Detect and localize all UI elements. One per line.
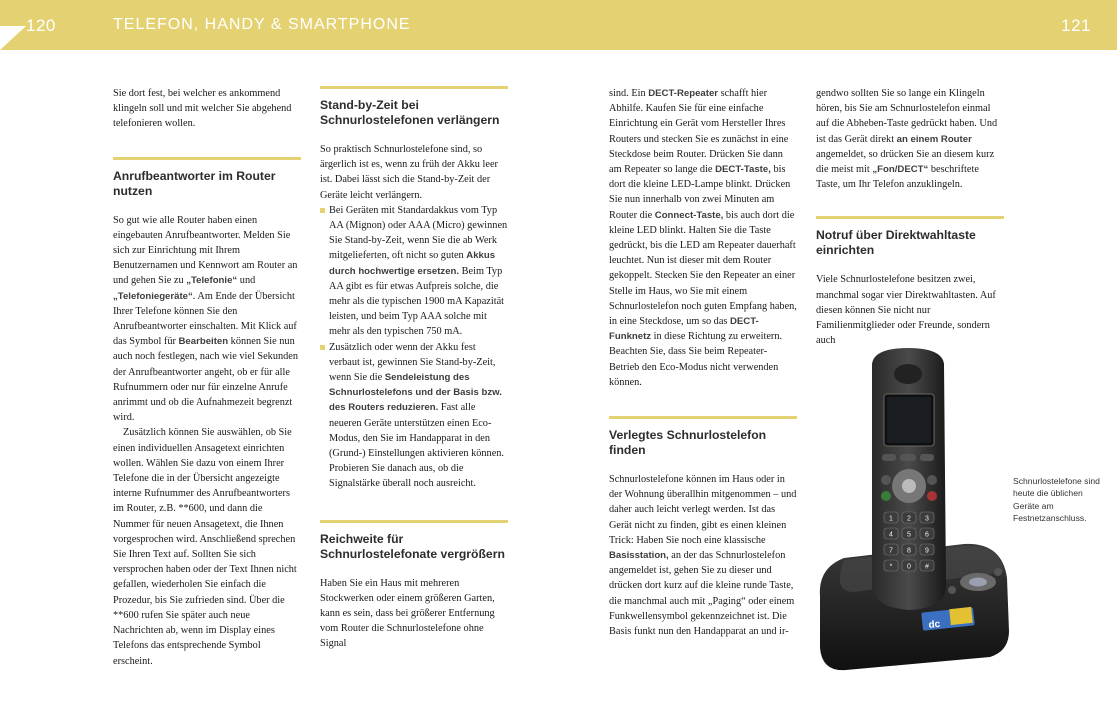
keyword: an einem Router	[896, 133, 972, 145]
section-rule	[320, 520, 508, 523]
section-rule	[320, 86, 508, 89]
chapter-title: TELEFON, HANDY & SMARTPHONE	[113, 16, 411, 33]
section-heading: Reichweite für Schnurlostelefonate vergrößern	[320, 531, 505, 561]
keyword: Connect-Taste,	[654, 209, 724, 221]
paragraph: Viele Schnurlostelefone besitzen zwei, manchmal sogar vier Direktwahltasten. Auf diesen können Sie nicht nur Familienmitglieder oder Freunde, sondern auch	[816, 274, 996, 347]
keypad-key-label: 1	[889, 515, 893, 523]
keypad-key-label: 4	[889, 531, 893, 539]
keyword: DECT-Repeater	[648, 88, 719, 99]
column-3	[609, 86, 797, 639]
paragraph: Haben Sie ein Haus mit mehreren Stockwerken oder einem größeren Garten, kann es sein, dass bei größerer Entfernung vom Router die Schnurlostelefone ohne Signal	[320, 577, 495, 650]
keypad-key-label: 6	[925, 531, 929, 539]
keyword: DECT-Funknetz	[609, 316, 759, 343]
keyword: Sendeleistung des Schnurlostelefons und der Basis bzw. des Routers reduzieren.	[329, 372, 502, 414]
section-rule	[609, 416, 797, 419]
base-logo: dc	[928, 618, 941, 632]
keypad-key-label: #	[925, 563, 929, 571]
list-item: Zusätzlich oder wenn der Akku fest verbaut ist, gewinnen Sie Stand-by-Zeit, wenn Sie die Sendeleistung des Schnurlostelefons und der Basis bzw. des Routers reduzieren. Fast alle neueren Geräte unterstützen einen Eco-Modus, den Sie im Handapparat in den (Grund-) Einstellungen aktivieren können. Probieren Sie danach aus, ob die Signalstärke überall noch ausreicht.	[320, 340, 508, 492]
section-heading: Notruf über Direktwahltaste einrichten	[816, 228, 976, 258]
paragraph: Schnurlostelefone können im Haus oder in der Wohnung überallhin mitgenommen – und daher auch leicht verlegt werden. Ist das Gerät nicht zu finden, gibt es einen kleinen Trick: Haben Sie noch eine klassische Basisstation, an der das Schnurlostelefon angemeldet ist, gehen Sie zu dieser und drücken dort kurz auf die kleine runde Taste, die manchmal auch mit „Paging“ oder einem Funkwellensymbol gekennzeichnet ist. Die Basis funkt nun den Handapparat an und ir-	[609, 474, 797, 638]
keyword: Bearbeiten	[178, 336, 229, 348]
header-notch	[0, 26, 26, 50]
section-heading: Anrufbeantworter im Router nutzen	[113, 168, 276, 198]
page-number-left: 120	[26, 16, 56, 35]
paragraph: So praktisch Schnurlostelefone sind, so ärgerlich ist es, wenn zu früh der Akku leer ist. Dabei lässt sich die Stand-by-Zeit der Geräte leicht verlängern.	[320, 144, 498, 201]
paragraph: gendwo sollten Sie so lange ein Klingeln hören, bis Sie am Schnurlostelefon einmal auf die Abheben-Taste gedrückt haben. Und ist das Gerät direkt an einem Router angemeldet, so drücken Sie an diesem kurz die meist mit „Fon/DECT“ beschriftete Taste, um Ihr Telefon anzuklingeln.	[816, 88, 998, 191]
section-rule	[113, 157, 301, 160]
keypad-key-label: *	[889, 563, 893, 571]
column-1	[113, 86, 301, 669]
keyword: „Fon/DECT“	[872, 164, 929, 176]
keypad-key-label: 2	[907, 515, 911, 523]
keypad-key-label: 8	[907, 547, 911, 555]
cordless-phone-illustration	[814, 346, 1010, 676]
keyword: Akkus durch hochwertige ersetzen.	[329, 250, 496, 277]
keypad-key-label: 0	[907, 563, 911, 571]
section-heading: Stand-by-Zeit bei Schnurlostelefonen verlängern	[320, 98, 500, 127]
keypad-key-label: 5	[907, 531, 911, 539]
paragraph: Sie dort fest, bei welcher es ankommend klingeln soll und mit welcher Sie abgehend telefonieren wollen.	[113, 88, 292, 130]
keypad-key-label: 3	[925, 515, 929, 523]
keyword: „Telefoniegeräte“	[113, 290, 193, 302]
page-number-right: 121	[1061, 16, 1091, 35]
keyword: „Telefonie“	[186, 275, 238, 287]
column-2	[320, 86, 508, 652]
list-item: Bei Geräten mit Standardakkus vom Typ AA (Mignon) oder AAA (Micro) gewinnen Sie Stand-by-Zeit, wenn Sie die ab Werk mitgelieferten, oft nicht so guten Akkus durch hochwertige ersetzen. Beim Typ AA gibt es für etwas Aufpreis solche, die mehr als die typischen 1900 mA Kapazität leisten, und beim Typ AAA solche mit mehr als den typischen 750 mA.	[320, 203, 508, 340]
column-4	[816, 86, 1004, 348]
section-rule	[816, 216, 1004, 219]
paragraph: So gut wie alle Router haben einen eingebauten Anrufbeantworter. Melden Sie sich zur Einrichtung mit Ihrem Benutzernamen und Kennwort am Router an und gehen Sie zu „Telefonie“ und „Telefoniegeräte“. Am Ende der Übersicht Ihrer Telefone können Sie den Anrufbeantworter einschalten. Mit Klick auf das Symbol für Bearbeiten können Sie nun auch noch festlegen, nach wie viel Sekunden der Anrufbeantworter angeht, ob er für alle Rufnummern oder nur für einzelne Anrufe anrimmt und ob die Aufnahmezeit begrenzt wird.	[113, 214, 298, 424]
page-header	[0, 0, 1117, 50]
paragraph: Zusätzlich können Sie auswählen, ob Sie einen individuellen Ansagetext einrichten wollen. Wählen Sie dazu von einem Ihrer Telefone die in der Übersicht angezeigte interne Rufnummer des Anrufbeantworters im Router, z.B. **600, und dann die Nummer für neuen Ansagetext, die Ihnen vorgesprochen wird. Anschließend sprechen Sie Ihren Text auf. Sollten Sie sich versprochen haben oder der Text Ihnen nicht gefallen, wiederholen Sie einfach die Prozedur, bis Sie zufrieden sind. Über die **600 rufen Sie später auch neue Nachrichten ab, wenn im Display eines Telefons das entsprechende Symbol erscheint.	[113, 427, 297, 667]
section-heading: Verlegtes Schnurlostelefon finden	[609, 428, 767, 458]
earpiece	[894, 364, 922, 384]
figure-caption: Schnurlostelefone sind heute die üblichen Geräte am Festnetzanschluss.	[1013, 476, 1100, 524]
paragraph: sind. Ein DECT-Repeater schafft hier Abhilfe. Kaufen Sie für eine einfache Einrichtung ein Gerät vom Hersteller Ihres Routers und stecken Sie es zunächst in eine Steckdose beim Router. Drücken Sie dann am Repeater so lange die DECT-Taste, bis dort die kleine LED-Lampe blinkt. Drücken Sie nun innerhalb von zwei Minuten am Router die Connect-Taste, bis auch dort die kleine LED blinkt. Halten Sie die Taste gedrückt, bis die LED am Repeater dauerhaft leuchtet. Nun ist dieser mit dem Router gekoppelt. Stecken Sie den Repeater an einer Stelle im Haus, wo Sie mit einem Schnurlostelefon noch guten Empfang haben, in eine Steckdose, um so das DECT-Funknetz in diese Richtung zu erweitern. Beachten Sie, dass Sie beim Repeater-Betrieb den Eco-Modus nicht verwenden können.	[609, 88, 797, 388]
bullet-list	[320, 203, 508, 492]
keypad-key-label: 9	[925, 547, 929, 555]
keyword: DECT-Taste,	[715, 164, 771, 176]
keyword: Basisstation,	[609, 550, 669, 562]
keypad-key-label: 7	[889, 547, 893, 555]
